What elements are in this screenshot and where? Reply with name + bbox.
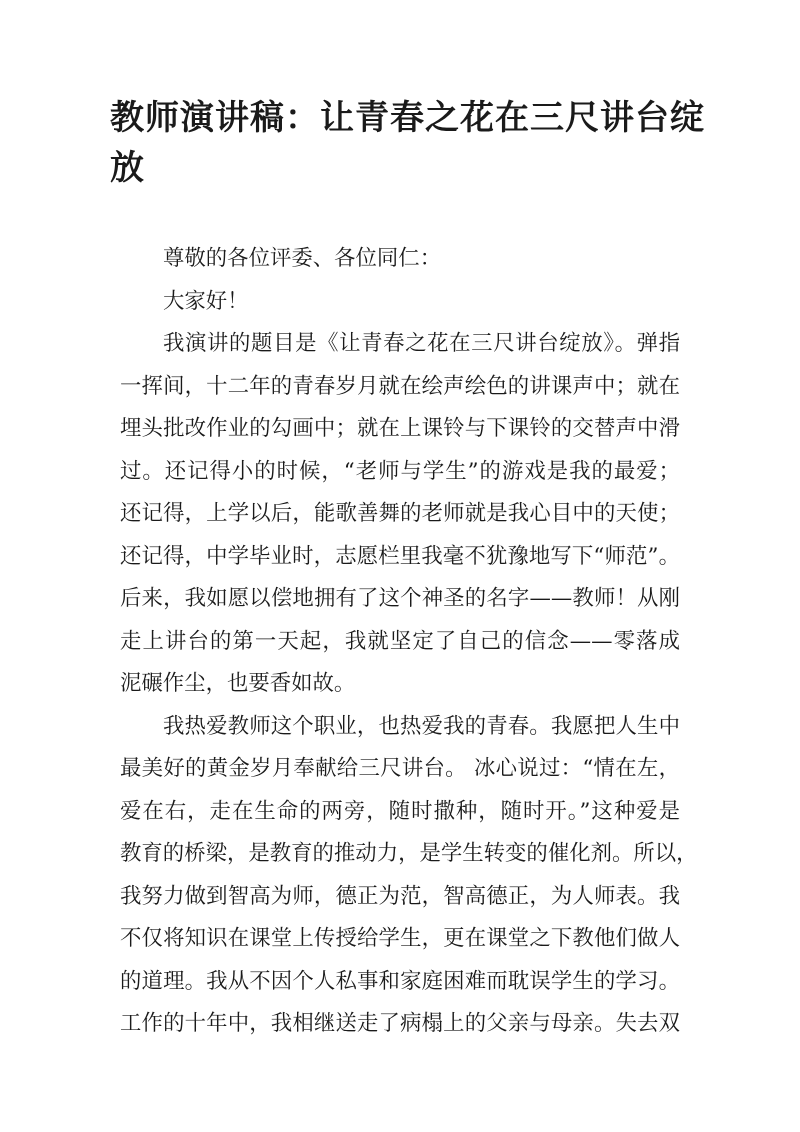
salutation: 尊敬的各位评委、各位同仁： xyxy=(163,246,442,271)
document-title xyxy=(110,93,705,193)
paragraph-line: 我热爱教师这个职业，也热爱我的青春。我愿把人生中 xyxy=(163,713,680,739)
paragraph-line: 后来，我如愿以偿地拥有了这个神圣的名字——教师！从刚 xyxy=(120,586,680,611)
title-line: 放 xyxy=(110,148,145,188)
paragraph-line: 还记得，上学以后，能歌善舞的老师就是我心目中的天使； xyxy=(120,501,680,526)
document-body xyxy=(120,238,698,1046)
paragraph-2 xyxy=(120,706,698,1046)
paragraph-1 xyxy=(120,323,680,706)
paragraph-line: 埋头批改作业的勾画中；就在上课铃与下课铃的交替声中滑 xyxy=(120,416,680,441)
paragraph-line: 走上讲台的第一天起，我就坚定了自己的信念——零落成 xyxy=(120,628,680,654)
title-line: 教师演讲稿：让青春之花在三尺讲台绽 xyxy=(110,98,705,138)
paragraph-line: 的道理。我从不因个人私事和家庭困难而耽误学生的学习。 xyxy=(120,968,680,994)
greeting: 大家好！ xyxy=(163,288,249,314)
paragraph-line: 过。还记得小的时候，“老师与学生”的游戏是我的最爱； xyxy=(120,458,680,484)
paragraph-line: 一挥间，十二年的青春岁月就在绘声绘色的讲课声中；就在 xyxy=(120,373,680,399)
paragraph-line: 我努力做到智高为师，德正为范，智高德正，为人师表。我 xyxy=(120,883,680,909)
paragraph-line: 还记得，中学毕业时，志愿栏里我毫不犹豫地写下“师范”。 xyxy=(120,543,680,569)
paragraph-line: 我演讲的题目是《让青春之花在三尺讲台绽放》。弹指 xyxy=(163,331,680,356)
paragraph-line: 不仅将知识在课堂上传授给学生，更在课堂之下教他们做人 xyxy=(120,926,680,951)
paragraph-line: 教育的桥梁，是教育的推动力，是学生转变的催化剂。所以， xyxy=(120,841,698,866)
paragraph-line: 泥碾作尘，也要香如故。 xyxy=(120,671,356,696)
paragraph-line: 爱在右，走在生命的两旁，随时撒种，随时开。”这种爱是 xyxy=(120,798,680,824)
paragraph-line: 工作的十年中，我相继送走了病榻上的父亲与母亲。失去双 xyxy=(120,1011,680,1036)
paragraph-line: 最美好的黄金岁月奉献给三尺讲台。 冰心说过：“情在左， xyxy=(120,756,680,781)
